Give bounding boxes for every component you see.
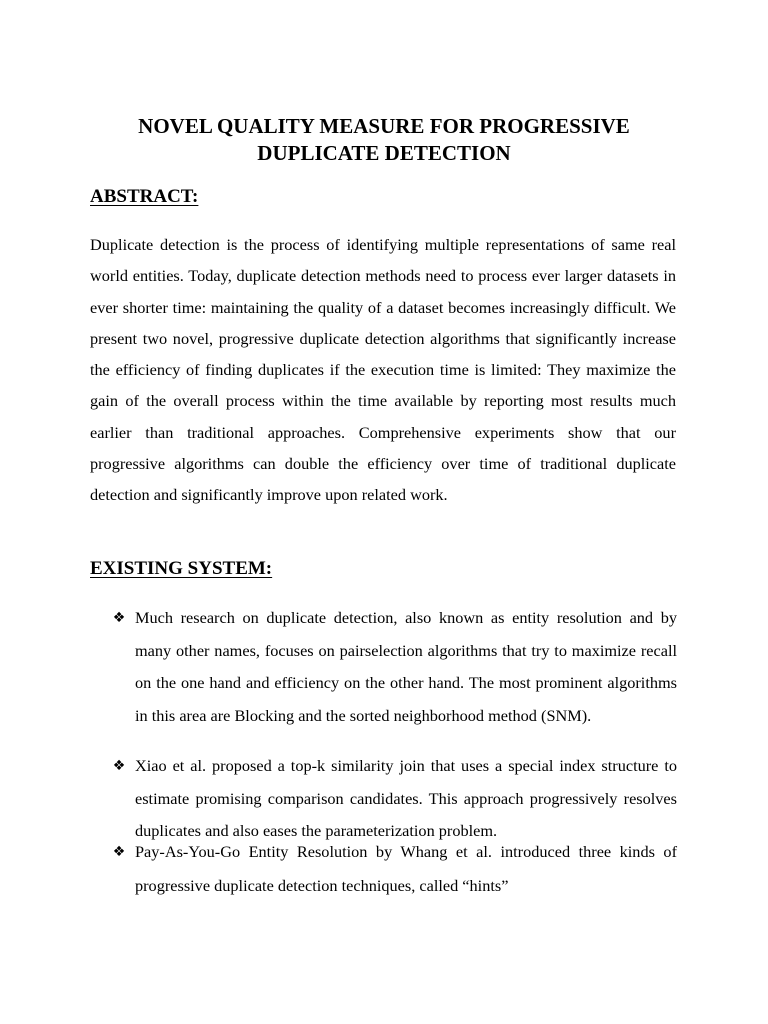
- diamond-bullet-icon: ❖: [112, 758, 126, 774]
- diamond-bullet-icon: ❖: [112, 610, 126, 626]
- title-line-1: NOVEL QUALITY MEASURE FOR PROGRESSIVE: [138, 114, 630, 138]
- diamond-bullet-icon: ❖: [112, 844, 126, 860]
- bullet-item: [112, 750, 677, 848]
- bullet-text: Xiao et al. proposed a top-k similarity join that uses a special index structure to estimate promising comparison candidates. This approach progressively resolves duplicates and also eases the parameterization problem.: [135, 756, 677, 840]
- bullet-text: Pay-As-You-Go Entity Resolution by Whang et al. introduced three kinds of progressive duplicate detection techniques, called “hints”: [135, 842, 677, 895]
- bullet-item: [112, 602, 677, 732]
- document-title: [80, 113, 688, 167]
- bullet-text: Much research on duplicate detection, also known as entity resolution and by many other names, focuses on pairselection algorithms that try to maximize recall on the one hand and efficiency on the other hand. The most prominent algorithms in this area are Blocking and the sorted neighborhood method (SNM).: [135, 608, 677, 725]
- existing-system-heading: EXISTING SYSTEM:: [90, 558, 273, 579]
- title-line-2: DUPLICATE DETECTION: [257, 141, 511, 165]
- bullet-item: [112, 835, 677, 903]
- abstract-heading: ABSTRACT:: [90, 186, 199, 207]
- abstract-paragraph: Duplicate detection is the process of identifying multiple representations of same real world entities. Today, duplicate detection methods need to process ever larger datasets in ever shorter time: maintaining the quality of a dataset becomes increasingly difficult. We present two novel, progressive duplicate detection algorithms that significantly increase the efficiency of finding duplicates if the execution time is limited: They maximize the gain of the overall process within the time available by reporting most results much earlier than traditional approaches. Comprehensive experiments show that our progressive algorithms can double the efficiency over time of traditional duplicate detection and significantly improve upon related work.: [90, 235, 676, 505]
